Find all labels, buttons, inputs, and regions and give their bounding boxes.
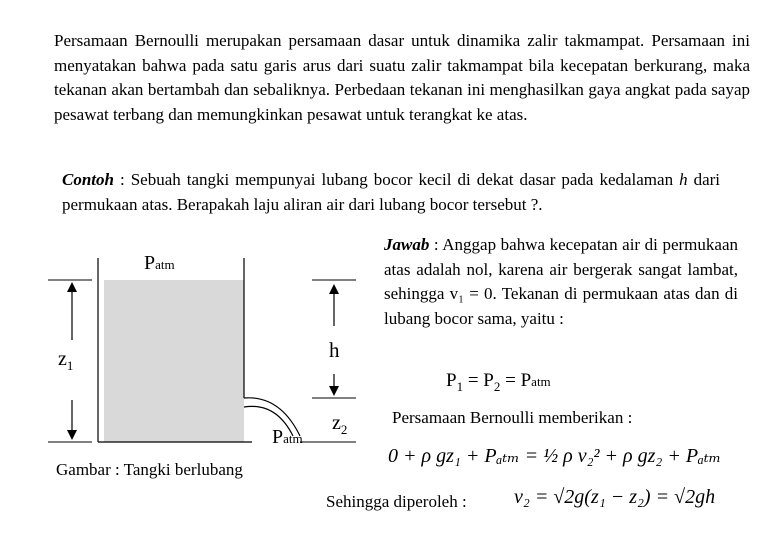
- example-text-b: dari permukaan atas. Berapakah laju aliran air dari lubang bocor tersebut ?.: [62, 170, 721, 214]
- h-down-arrowhead: [329, 386, 339, 396]
- label-patm-bottom: Patm: [272, 426, 303, 448]
- intro-paragraph: Persamaan Bernoulli merupakan persamaan dasar untuk dinamika zalir takmampat. Persamaan ini menyatakan bahwa pada satu garis arus dari suatu zalir takmampat bila kecepatan berkurang, maka tekanan akan bertambah dan sebaliknya. Perbedaan tekanan ini menghasilkan gaya angkat pada sayap pesawat terbang dan memungkinkan pesawat untuk terangkat ke atas.: [54, 31, 750, 124]
- answer-text: : Anggap bahwa kecepatan air di permukaan atas adalah nol, karena air bergerak sangat lambat, sehingga v₁ = 0. Tekanan di permukaan atas dan di lubang bocor sama, yaitu :: [384, 235, 738, 328]
- result-equation: v₂ = √2g(z₁ − z₂) = √2gh: [514, 486, 716, 508]
- h-up-arrowhead: [329, 284, 339, 294]
- z1-up-arrowhead: [67, 282, 77, 292]
- label-h: h: [329, 338, 340, 362]
- example-label: Contoh: [62, 170, 114, 189]
- label-patm-top: Patm: [144, 252, 175, 274]
- bernoulli-intro: Persamaan Bernoulli memberikan :: [392, 408, 633, 427]
- label-z2: $z_2$: [332, 412, 348, 437]
- tank-water: [104, 280, 244, 442]
- z1-down-arrowhead: [67, 430, 77, 440]
- figure-caption: Gambar : Tangki berlubang: [56, 460, 243, 479]
- result-intro: Sehingga diperoleh :: [326, 492, 467, 511]
- answer-label: Jawab: [384, 235, 430, 254]
- bernoulli-equation: 0 + ρ gz₁ + Pₐₜₘ = ½ ρ v₂² + ρ gz₂ + Pₐₜₘ: [388, 445, 722, 467]
- label-z1: $z_1$: [58, 348, 74, 373]
- pressure-equation: $P_1 = P_2$ = Patm: [446, 370, 551, 394]
- example-text-a: : Sebuah tangki mempunyai lubang bocor kecil di dekat dasar pada kedalaman: [113, 170, 680, 189]
- example-var-h: h: [679, 170, 688, 189]
